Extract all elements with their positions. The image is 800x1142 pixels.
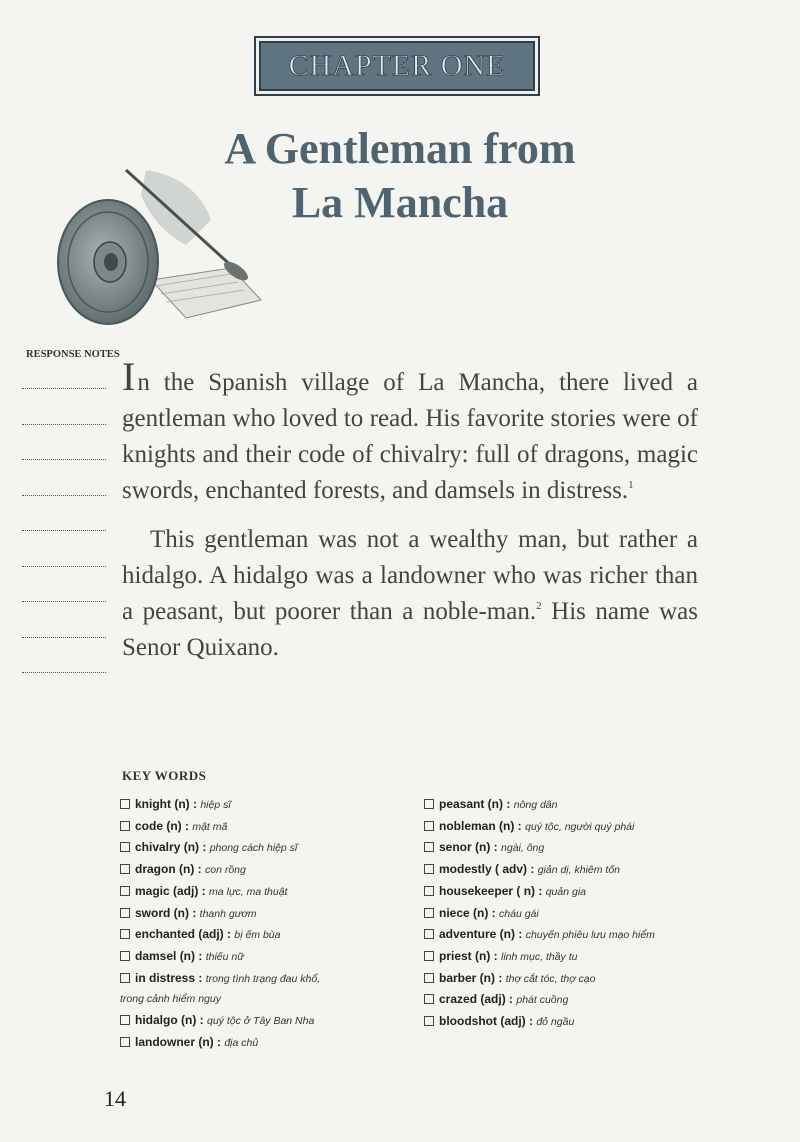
checkbox-icon[interactable] — [424, 799, 434, 809]
footnote-2: 2 — [536, 600, 542, 612]
drop-cap: I — [122, 354, 136, 399]
key-word-item: sword (n) : thanh gươm — [120, 903, 410, 925]
checkbox-icon[interactable] — [424, 929, 434, 939]
checkbox-icon[interactable] — [424, 951, 434, 961]
checkbox-icon[interactable] — [120, 973, 130, 983]
note-line — [22, 388, 106, 389]
response-notes-lines — [22, 388, 106, 708]
key-word-item: adventure (n) : chuyến phiêu lưu mạo hiểm — [424, 924, 724, 946]
key-word-item: in distress : trong tình trạng đau khổ, trong cảnh hiểm nguy — [120, 970, 321, 1006]
checkbox-icon[interactable] — [120, 799, 130, 809]
checkbox-icon[interactable] — [120, 886, 130, 896]
checkbox-icon[interactable] — [424, 973, 434, 983]
key-words-left-column — [120, 794, 410, 1053]
chapter-title-line2: La Mancha — [291, 178, 509, 227]
note-line — [22, 601, 106, 602]
key-word-item: crazed (adj) : phát cuồng — [424, 989, 724, 1011]
paragraph-2-tail: His name was Senor Quixano. — [122, 598, 698, 661]
note-line — [22, 424, 106, 425]
checkbox-icon[interactable] — [424, 908, 434, 918]
key-word-item: landowner (n) : địa chủ — [120, 1032, 410, 1054]
checkbox-icon[interactable] — [120, 951, 130, 961]
key-word-item: bloodshot (adj) : đỏ ngầu — [424, 1011, 724, 1033]
key-word-item: knight (n) : hiệp sĩ — [120, 794, 410, 816]
paragraph-1 — [122, 354, 698, 509]
checkbox-icon[interactable] — [120, 864, 130, 874]
story-text — [122, 354, 698, 679]
key-word-item: nobleman (n) : quý tộc, người quý phái — [424, 816, 724, 838]
checkbox-icon[interactable] — [424, 821, 434, 831]
shield-and-book-illustration — [46, 150, 276, 330]
chapter-label: CHAPTER ONE — [288, 49, 506, 82]
note-line — [22, 637, 106, 638]
checkbox-icon[interactable] — [120, 929, 130, 939]
footnote-1: 1 — [628, 479, 634, 491]
key-word-item: priest (n) : linh mục, thầy tu — [424, 946, 724, 968]
key-words-title: KEY WORDS — [122, 768, 207, 783]
note-line — [22, 672, 106, 673]
key-word-item: modestly ( adv) : giản dị, khiêm tốn — [424, 859, 724, 881]
checkbox-icon[interactable] — [424, 994, 434, 1004]
key-word-item: hidalgo (n) : quý tộc ở Tây Ban Nha — [120, 1010, 410, 1032]
key-word-item: barber (n) : thợ cắt tóc, thợ cạo — [424, 968, 724, 990]
note-line — [22, 566, 106, 567]
paragraph-1-text: n the Spanish village of La Mancha, there lived a gentleman who loved to read. His favorite stories were of knights and their code of chivalry: full of dragons, magic swords, enchanted forests, and damsels in distress. — [122, 369, 698, 504]
key-word-item: dragon (n) : con rồng — [120, 859, 410, 881]
key-words-right-column — [424, 794, 724, 1033]
paragraph-2 — [122, 522, 698, 666]
key-word-item: enchanted (adj) : bị ếm bùa — [120, 924, 410, 946]
checkbox-icon[interactable] — [424, 1016, 434, 1026]
note-line — [22, 530, 106, 531]
checkbox-icon[interactable] — [424, 842, 434, 852]
key-word-item: niece (n) : cháu gái — [424, 903, 724, 925]
key-word-item: code (n) : mật mã — [120, 816, 410, 838]
note-line — [22, 495, 106, 496]
checkbox-icon[interactable] — [120, 908, 130, 918]
page-number: 14 — [104, 1086, 126, 1111]
key-word-item: peasant (n) : nông dân — [424, 794, 724, 816]
checkbox-icon[interactable] — [424, 886, 434, 896]
key-word-item: chivalry (n) : phong cách hiệp sĩ — [120, 837, 410, 859]
checkbox-icon[interactable] — [120, 842, 130, 852]
checkbox-icon[interactable] — [120, 1015, 130, 1025]
checkbox-icon[interactable] — [120, 1037, 130, 1047]
response-notes-label: RESPONSE NOTES — [26, 349, 120, 360]
checkbox-icon[interactable] — [120, 821, 130, 831]
key-word-item: senor (n) : ngài, ông — [424, 837, 724, 859]
paragraph-2-text: This gentleman was not a wealthy man, but rather a hidalgo. A hidalgo was a landowner who was richer than a peasant, but poorer than a noble-man. — [122, 526, 698, 625]
key-word-item: magic (adj) : ma lực, ma thuật — [120, 881, 410, 903]
key-word-item: damsel (n) : thiếu nữ — [120, 946, 410, 968]
chapter-banner — [254, 36, 540, 96]
note-line — [22, 459, 106, 460]
key-word-item: housekeeper ( n) : quản gia — [424, 881, 724, 903]
chapter-title-line1: A Gentleman from — [224, 124, 576, 173]
checkbox-icon[interactable] — [424, 864, 434, 874]
